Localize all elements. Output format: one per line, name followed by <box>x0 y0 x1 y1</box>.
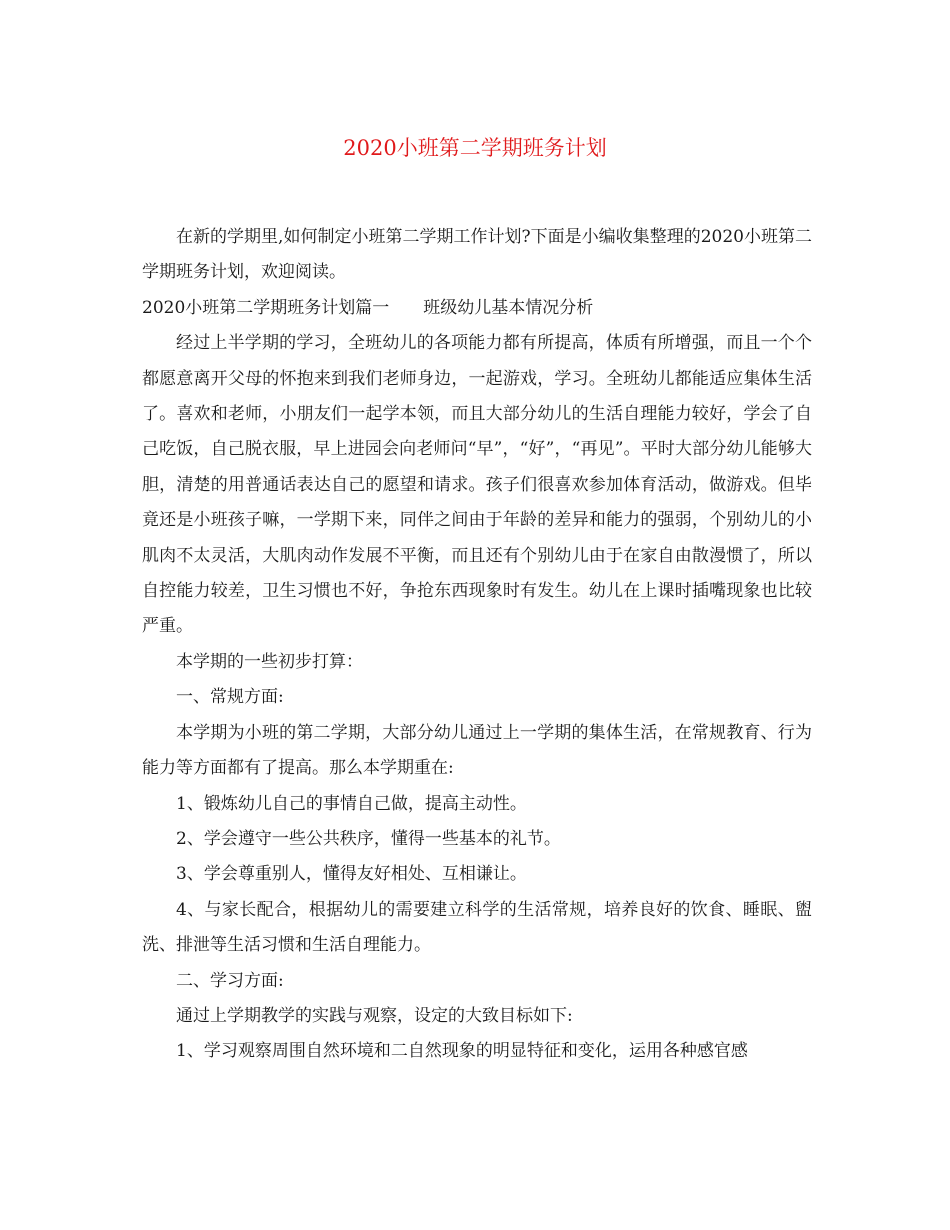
routine-item: 1、锻炼幼儿自己的事情自己做，提高主动性。 <box>176 793 527 814</box>
document-body <box>142 220 812 1070</box>
routine-item: 2、学会遵守一些公共秩序，懂得一些基本的礼节。 <box>176 828 561 849</box>
routine-item: 3、学会尊重别人，懂得友好相处、互相谦让。 <box>176 864 527 885</box>
routine-item: 4、与家长配合，根据幼儿的需要建立科学的生活常规，培养良好的饮食、睡眠、盥洗、排泄等生活习惯和生活自理能力。 <box>142 899 812 956</box>
analysis-paragraph: 经过上半学期的学习，全班幼儿的各项能力都有所提高，体质有所增强，而且一个个都愿意离开父母的怀抱来到我们老师身边，一起游戏，学习。全班幼儿都能适应集体生活了。喜欢和老师，小朋友们一起学本领，而且大部分幼儿的生活自理能力较好，学会了自己吃饭，自己脱衣服，早上进园会向老师问“早”，“好”，“再见”。平时大部分幼儿能够大胆，清楚的用普通话表达自己的愿望和请求。孩子们很喜欢参加体育活动，做游戏。但毕竟还是小班孩子嘛，一学期下来，同伴之间由于年龄的差异和能力的强弱，个别幼儿的小肌肉不太灵活，大肌肉动作发展不平衡，而且还有个别幼儿由于在家自由散漫惯了，所以自控能力较差，卫生习惯也不好，争抢东西现象时有发生。幼儿在上课时插嘴现象也比较严重。 <box>142 333 812 637</box>
study-item: 1、学习观察周围自然环境和二自然现象的明显特征和变化，运用各种感官感 <box>176 1041 748 1062</box>
plan-intro: 本学期的一些初步打算： <box>176 651 363 672</box>
intro-paragraph: 在新的学期里,如何制定小班第二学期工作计划?下面是小编收集整理的2020小班第二学期班务计划，欢迎阅读。 <box>142 227 812 283</box>
document-title: 2020小班第二学期班务计划 <box>343 136 607 160</box>
routine-heading: 一、常规方面: <box>176 687 284 708</box>
study-heading: 二、学习方面: <box>176 970 284 991</box>
routine-intro: 本学期为小班的第二学期，大部分幼儿通过上一学期的集体生活，在常规教育、行为能力等方面都有了提高。那么本学期重在: <box>142 722 812 779</box>
section-heading: 2020小班第二学期班务计划篇一 班级幼儿基本情况分析 <box>142 297 594 318</box>
study-intro: 通过上学期教学的实践与观察，设定的大致目标如下: <box>176 1005 573 1026</box>
